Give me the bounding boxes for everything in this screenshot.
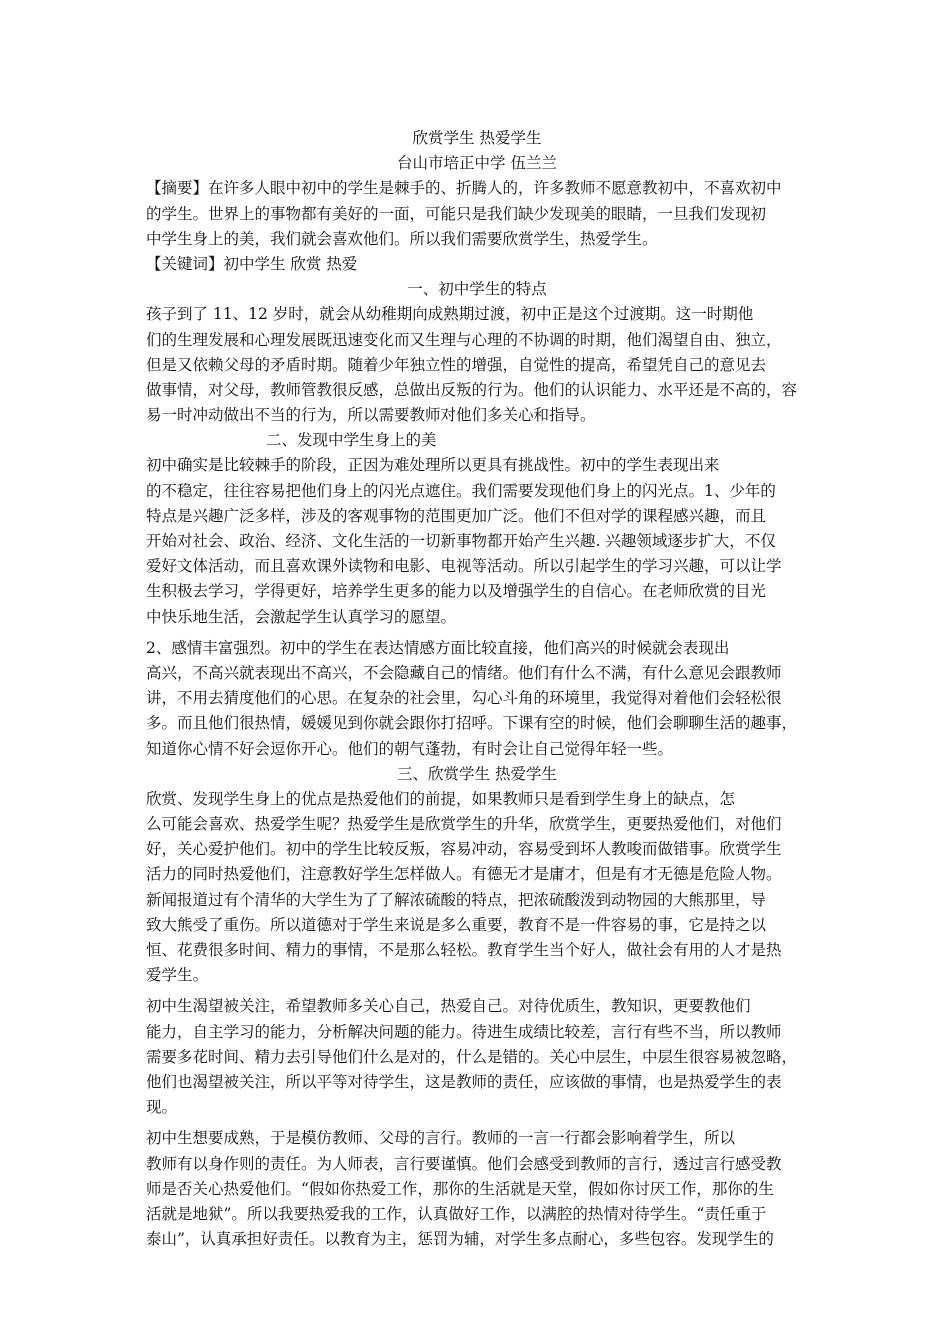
paragraph-line: 他们也渴望被关注，所以平等对待学生，这是教师的责任，应该做的事情，也是热爱学生的表 (146, 1072, 782, 1091)
section-3 (146, 762, 808, 1253)
section-1 (146, 277, 808, 428)
paragraph-line: 开始对社会、政治、经济、文化生活的一切新事物都开始产生兴趣. 兴趣领域逐步扩大，不仅 (146, 532, 776, 550)
paragraph-line: 们的生理发展和心理发展既迅速变化而又生理与心理的不协调的时期，他们渴望自由、独立， (146, 330, 782, 349)
paragraph-line: 欣赏、发现学生身上的优点是热爱他们的前提，如果教师只是看到学生身上的缺点，怎 (146, 789, 736, 808)
paragraph-line: 活就是地狱”。所以我要热爱我的工作，认真做好工作，以满腔的热情对待学生。“责任重于 (146, 1204, 767, 1223)
section-heading: 二、发现中学生身上的美 (266, 431, 437, 450)
paragraph-line: 的不稳定，往往容易把他们身上的闪光点遮住。我们需要发现他们身上的闪光点。1、少年的 (146, 481, 776, 500)
paragraph-line: 特点是兴趣广泛多样，涉及的客观事物的范围更加广泛。他们不但对学的课程感兴趣，而且 (146, 506, 767, 525)
paragraph-line: 知道你心情不好会逗你开心。他们的朝气蓬勃，有时会让自己觉得年轻一些。 (146, 739, 674, 758)
document-page (146, 126, 808, 1252)
paragraph-line: 需要多花时间、精力去引导他们什么是对的，什么是错的。关心中层生，中层生很容易被忽略， (146, 1047, 798, 1066)
paragraph-line: 现。 (146, 1098, 178, 1117)
paragraph-line: 致大熊受了重伤。所以道德对于学生来说是多么重要，教育不是一件容易的事，它是持之以 (146, 915, 767, 934)
section-2 (146, 428, 808, 761)
paragraph-line: 恒、花费很多时间、精力的事情，不是那么轻松。教育学生当个好人，做社会有用的人才是热 (146, 941, 782, 959)
paragraph-line: 活力的同时热爱他们，注意教好学生怎样做人。有德无才是庸才，但是有才无德是危险人物。 (146, 865, 782, 884)
paragraph-line: 讲，不用去猜度他们的心思。在复杂的社会里，勾心斗角的环境里，我觉得对着他们会轻松很 (146, 689, 782, 708)
paragraph-line: 做事情，对父母，教师管教很反感，总做出反叛的行为。他们的认识能力、水平还是不高的，容 (146, 380, 798, 399)
paragraph-line: 好，关心爱护他们。初中的学生比较反叛，容易冲动，容易受到坏人教唆而做错事。欣赏学生 (146, 840, 782, 859)
abstract (146, 176, 808, 252)
paragraph-line: 高兴，不高兴就表现出不高兴，不会隐藏自己的情绪。他们有什么不满，有什么意见会跟教师 (146, 663, 782, 682)
paragraph-line: 么可能会喜欢、热爱学生呢？热爱学生是欣赏学生的升华，欣赏学生，更要热爱他们，对他们 (146, 815, 782, 834)
paragraph (146, 994, 808, 1120)
paragraph-line: 初中生想要成熟，于是模仿教师、父母的言行。教师的一言一行都会影响着学生，所以 (146, 1129, 736, 1148)
paragraph-line: 2、感情丰富强烈。初中的学生在表达情感方面比较直接，他们高兴的时候就会表现出 (146, 638, 730, 657)
paragraph-line: 但是又依赖父母的矛盾时期。随着少年独立性的增强，自觉性的提高，希望凭自己的意见去 (146, 355, 767, 374)
paragraph-line: 师是否关心热爱他们。“假如你热爱工作，那你的生活就是天堂，假如你讨厌工作，那你的生 (146, 1179, 774, 1198)
abstract-line: 的学生。世界上的事物都有美好的一面，可能只是我们缺少发现美的眼睛，一旦我们发现初 (146, 204, 767, 223)
paragraph (146, 302, 808, 428)
abstract-line: 【摘要】在许多人眼中初中的学生是棘手的、折腾人的，许多教师不愿意教初中，不喜欢初中 (146, 179, 782, 198)
section-heading: 三、欣赏学生 热爱学生 (397, 764, 557, 783)
paragraph (146, 636, 808, 762)
paragraph-line: 教师有以身作则的责任。为人师表，言行要谨慎。他们会感受到教师的言行，透过言行感受教 (146, 1154, 782, 1173)
abstract-line: 中学生身上的美，我们就会喜欢他们。所以我们需要欣赏学生，热爱学生。 (146, 229, 658, 248)
document-title: 欣赏学生 热爱学生 (412, 129, 542, 147)
paragraph-line: 能力，自主学习的能力，分析解决问题的能力。待进生成绩比较差，言行有些不当，所以教师 (146, 1022, 782, 1041)
keywords: 【关键词】初中学生 欣赏 热爱 (146, 254, 358, 273)
paragraph-line: 初中确实是比较棘手的阶段，正因为难处理所以更具有挑战性。初中的学生表现出来 (146, 456, 720, 475)
paragraph (146, 787, 808, 989)
paragraph-line: 爱学生。 (146, 966, 209, 985)
author-line: 台山市培正中学 伍兰兰 (397, 154, 557, 173)
paragraph-line: 孩子到了 11、12 岁时，就会从幼稚期向成熟期过渡，初中正是这个过渡期。这一时期他 (146, 305, 754, 324)
paragraph-line: 泰山”，认真承担好责任。以教育为主，惩罚为辅，对学生多点耐心，多些包容。发现学生的 (146, 1230, 774, 1249)
paragraph-line: 新闻报道过有个清华的大学生为了了解浓硫酸的特点，把浓硫酸泼到动物园的大熊那里，导 (146, 890, 767, 909)
paragraph-line: 多。而且他们很热情，媛媛见到你就会跟你打招呼。下课有空的时候，他们会聊聊生活的趣事， (146, 714, 798, 733)
paragraph-line: 初中生渴望被关注，希望教师多关心自己，热爱自己。对待优质生，教知识，更要教他们 (146, 997, 751, 1016)
paragraph-line: 易一时冲动做出不当的行为，所以需要教师对他们多关心和指导。 (146, 406, 596, 425)
paragraph-line: 爱好文体活动，而且喜欢课外读物和电影、电视等活动。所以引起学生的学习兴趣，可以让学 (146, 557, 782, 576)
paragraph-line: 中快乐地生活，会激起学生认真学习的愿望。 (146, 607, 457, 626)
section-heading: 一、初中学生的特点 (407, 280, 547, 299)
paragraph-line: 生积极去学习，学得更好，培养学生更多的能力以及增强学生的自信心。在老师欣赏的目光 (146, 582, 767, 601)
paragraph (146, 1126, 808, 1252)
paragraph (146, 453, 808, 629)
